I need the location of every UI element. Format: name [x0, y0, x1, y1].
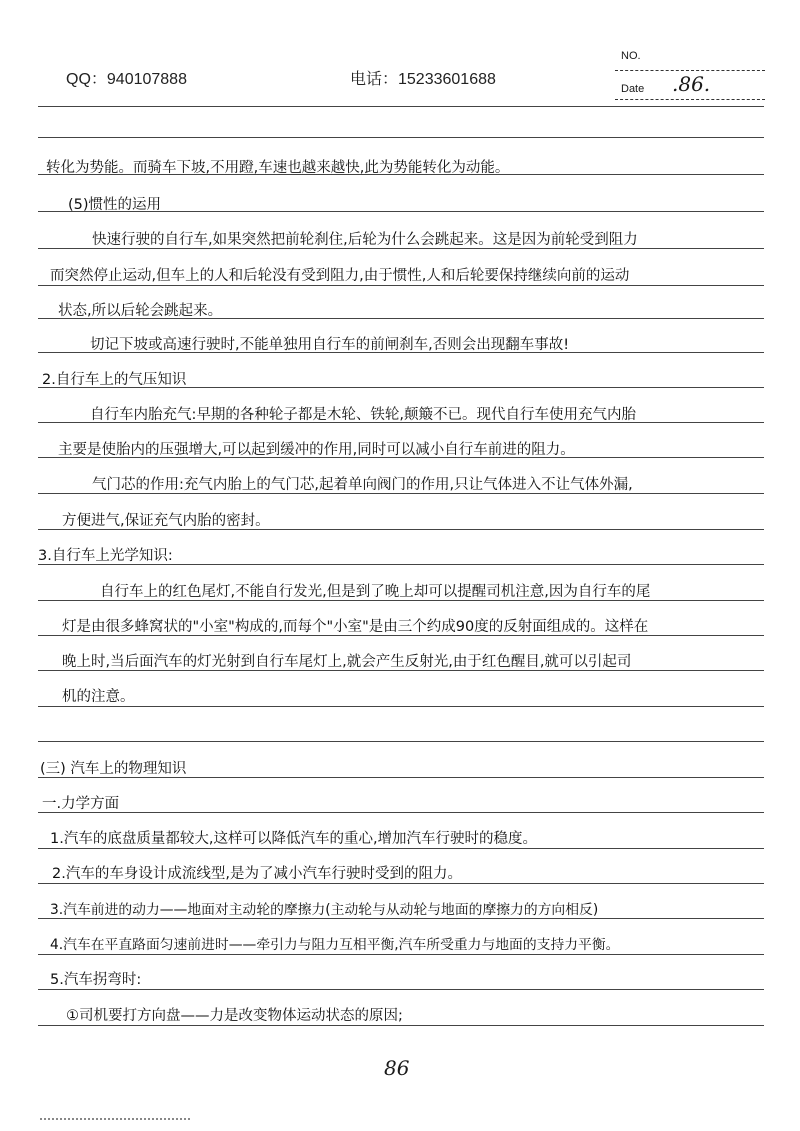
text-line: 一.力学方面 [42, 796, 120, 812]
rule-line [38, 848, 764, 849]
text-line: 而突然停止运动,但车上的人和后轮没有受到阻力,由于惯性,人和后轮要保持继续向前的运动 [50, 268, 630, 284]
text-line: 机的注意。 [62, 689, 135, 705]
text-line: 3.汽车前进的动力——地面对主动轮的摩擦力(主动轮与从动轮与地面的摩擦力的方向相反) [50, 902, 599, 918]
rule-line [38, 989, 764, 990]
text-line: 气门芯的作用:充气内胎上的气门芯,起着单向阀门的作用,只让气体进入不让气体外漏, [92, 477, 633, 493]
text-line: 2.自行车上的气压知识 [42, 372, 187, 388]
text-line: 1.汽车的底盘质量都较大,这样可以降低汽车的重心,增加汽车行驶时的稳度。 [50, 831, 538, 847]
text-line: 方便进气,保证充气内胎的密封。 [62, 513, 270, 529]
text-line: 自行车上的红色尾灯,不能自行发光,但是到了晚上却可以提醒司机注意,因为自行车的尾 [100, 584, 651, 600]
text-line: 自行车内胎充气:早期的各种轮子都是木轮、铁轮,颠簸不已。现代自行车使用充气内胎 [90, 407, 636, 423]
text-line: 晚上时,当后面汽车的灯光射到自行车尾灯上,就会产生反射光,由于红色醒目,就可以引起司 [62, 654, 632, 670]
footer-smudge [40, 1118, 190, 1120]
text-line: 2.汽车的车身设计成流线型,是为了减小汽车行驶时受到的阻力。 [52, 866, 462, 882]
rule-line [38, 812, 764, 813]
qq-contact: QQ：940107888 [66, 71, 187, 88]
rule-line [38, 285, 764, 286]
text-line: 灯是由很多蜂窝状的"小室"构成的,而每个"小室"是由三个约成90度的反射面组成的。这样在 [62, 619, 649, 635]
date-dotted-line [615, 99, 765, 100]
rule-line [38, 706, 764, 707]
text-line: 4.汽车在平直路面匀速前进时——牵引力与阻力互相平衡,汽车所受重力与地面的支持力平衡。 [50, 937, 620, 953]
text-line: ①司机要打方向盘——力是改变物体运动状态的原因; [66, 1008, 403, 1024]
text-line: 转化为势能。而骑车下坡,不用蹬,车速也越来越快,此为势能转化为动能。 [46, 160, 510, 176]
rule-line [38, 883, 764, 884]
rule-line [38, 741, 764, 742]
date-label: Date [621, 83, 645, 95]
text-line: 快速行驶的自行车,如果突然把前轮刹住,后轮为什么会跳起来。这是因为前轮受到阻力 [92, 232, 638, 248]
text-line: (三) 汽车上的物理知识 [40, 761, 187, 777]
no-label: NO. [621, 50, 641, 62]
text-line: 3.自行车上光学知识: [38, 548, 173, 564]
date-value: .86. [672, 72, 711, 96]
text-line: 主要是使胎内的压强增大,可以起到缓冲的作用,同时可以减小自行车前进的阻力。 [58, 442, 575, 458]
rule-line [38, 106, 764, 107]
text-line: 切记下坡或高速行驶时,不能单独用自行车的前闸刹车,否则会出现翻车事故! [90, 337, 570, 353]
rule-line [38, 1025, 764, 1026]
text-line: (5)惯性的运用 [68, 197, 162, 213]
text-line: 状态,所以后轮会跳起来。 [58, 303, 223, 319]
text-line: 5.汽车拐弯时: [50, 972, 142, 988]
rule-line [38, 137, 764, 138]
no-dotted-line [615, 70, 765, 71]
page-number: 86 [384, 1056, 410, 1080]
rule-line [38, 954, 764, 955]
phone-contact: 电话：15233601688 [350, 71, 496, 88]
